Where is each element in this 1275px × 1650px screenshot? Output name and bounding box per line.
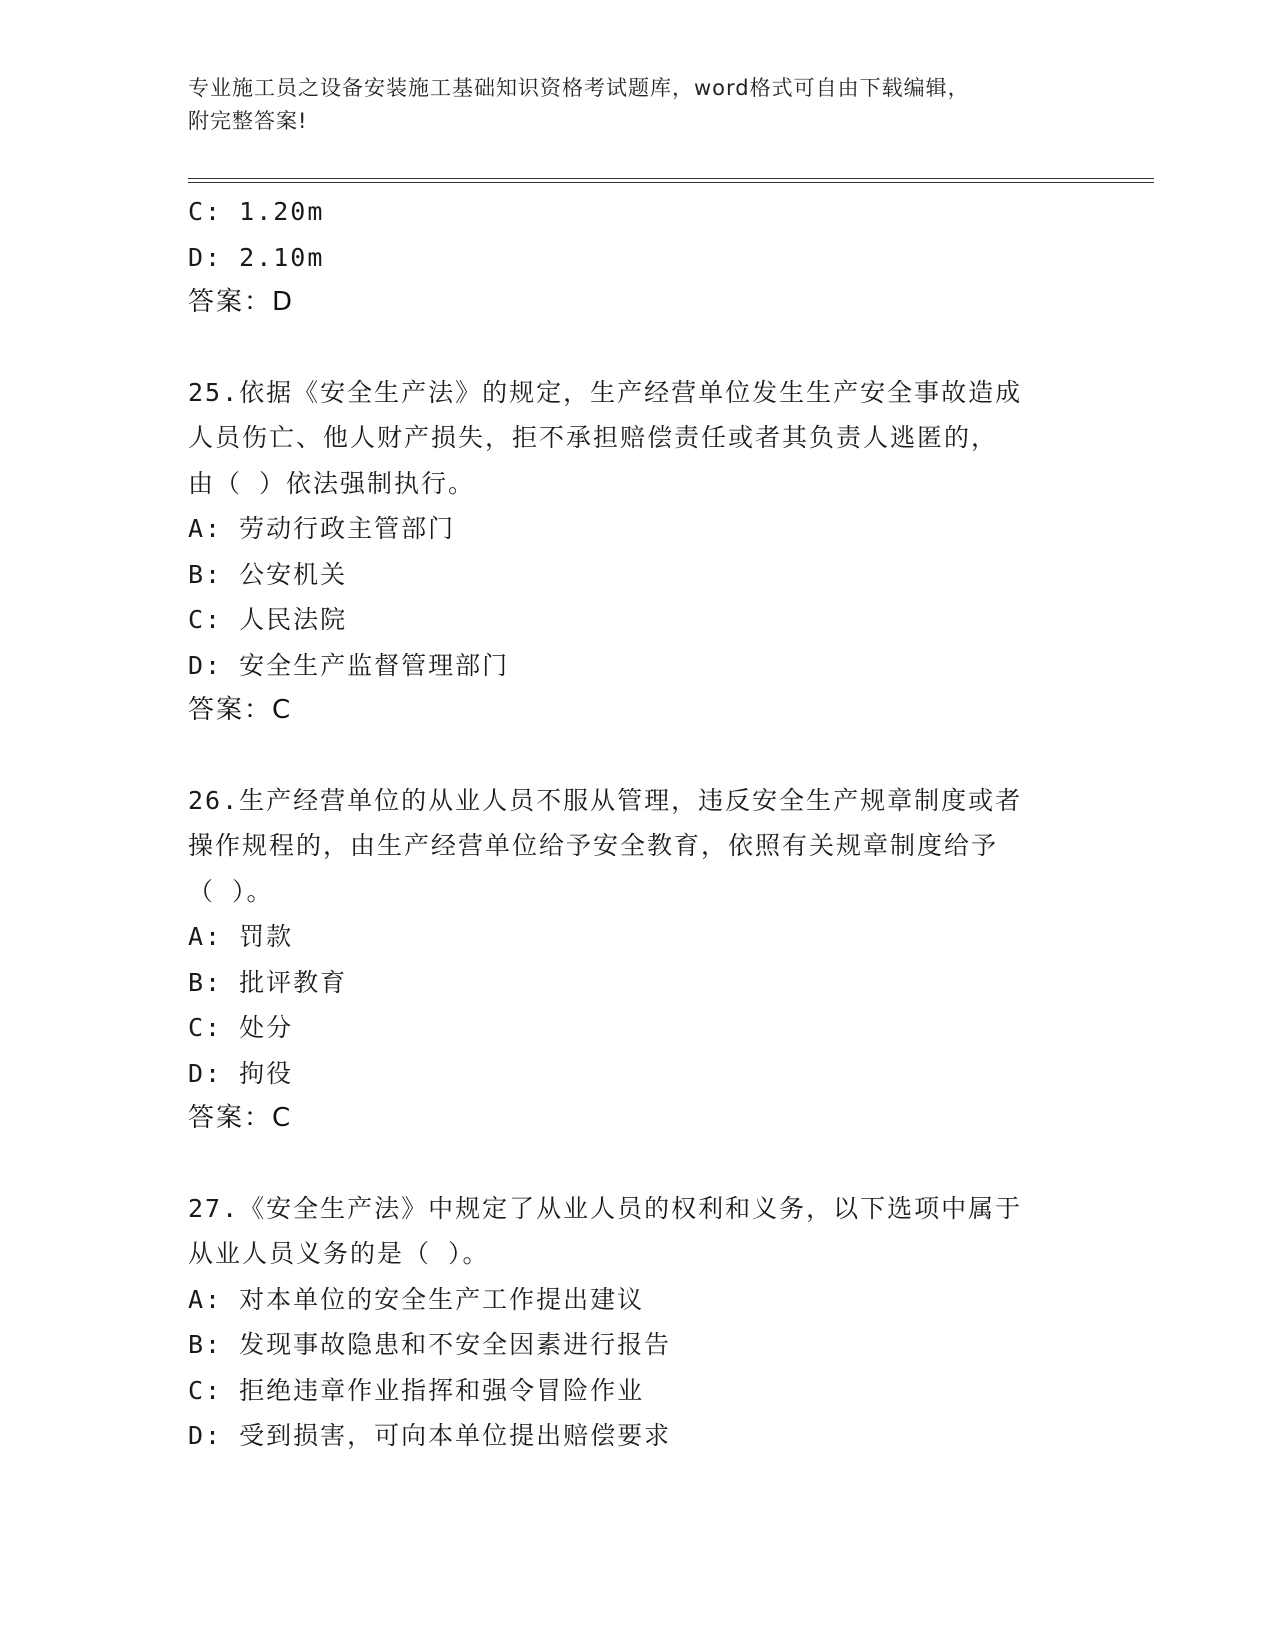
document-header [188, 72, 1088, 138]
header-divider-top [188, 178, 1154, 179]
question-stem-line: 26.生产经营单位的从业人员不服从管理，违反安全生产规章制度或者 [188, 785, 1023, 815]
header-title-line2: 附完整答案! [188, 109, 308, 133]
question-27 [188, 1186, 1088, 1459]
option-b: B: 公安机关 [188, 559, 348, 589]
question-25 [188, 370, 1088, 734]
question-stem-line: 25.依据《安全生产法》的规定，生产经营单位发生生产安全事故造成 [188, 377, 1023, 407]
header-title-line1: 专业施工员之设备安装施工基础知识资格考试题库，word格式可自由下载编辑， [188, 76, 970, 100]
spacer [188, 326, 1088, 370]
question-stem-line: 27.《安全生产法》中规定了从业人员的权利和义务，以下选项中属于 [188, 1193, 1023, 1223]
option-a: A: 劳动行政主管部门 [188, 514, 456, 543]
question-content [188, 189, 1088, 1459]
option-c: C: 人民法院 [188, 605, 348, 634]
option-d: D: 2.10m [188, 242, 325, 272]
option-a: A: 对本单位的安全生产工作提出建议 [188, 1284, 645, 1314]
answer-line: 答案：D [188, 287, 295, 317]
answer-line: 答案：C [188, 1103, 293, 1133]
spacer [188, 1142, 1088, 1186]
previous-question-tail [188, 189, 1088, 326]
option-c: C: 拒绝违章作业指挥和强令冒险作业 [188, 1375, 645, 1405]
header-divider-bottom [188, 182, 1154, 183]
question-stem-line: 由（ ）依法强制执行。 [188, 468, 476, 498]
question-stem-line: （ ）。 [188, 876, 274, 906]
option-b: B: 发现事故隐患和不安全因素进行报告 [188, 1330, 672, 1359]
option-d: D: 受到损害，可向本单位提出赔偿要求 [188, 1421, 672, 1450]
option-d: D: 拘役 [188, 1058, 294, 1088]
question-26 [188, 778, 1088, 1142]
option-c: C: 处分 [188, 1013, 294, 1042]
answer-line: 答案：C [188, 695, 293, 725]
question-stem-line: 人员伤亡、他人财产损失，拒不承担赔偿责任或者其负责人逃匿的， [188, 423, 999, 452]
option-b: B: 批评教育 [188, 967, 348, 997]
spacer [188, 734, 1088, 778]
question-stem-line: 从业人员义务的是（ ）。 [188, 1239, 490, 1268]
option-d: D: 安全生产监督管理部门 [188, 650, 510, 680]
option-c: C: 1.20m [188, 197, 325, 226]
question-stem-line: 操作规程的，由生产经营单位给予安全教育，依照有关规章制度给予 [188, 831, 999, 860]
option-a: A: 罚款 [188, 922, 294, 951]
